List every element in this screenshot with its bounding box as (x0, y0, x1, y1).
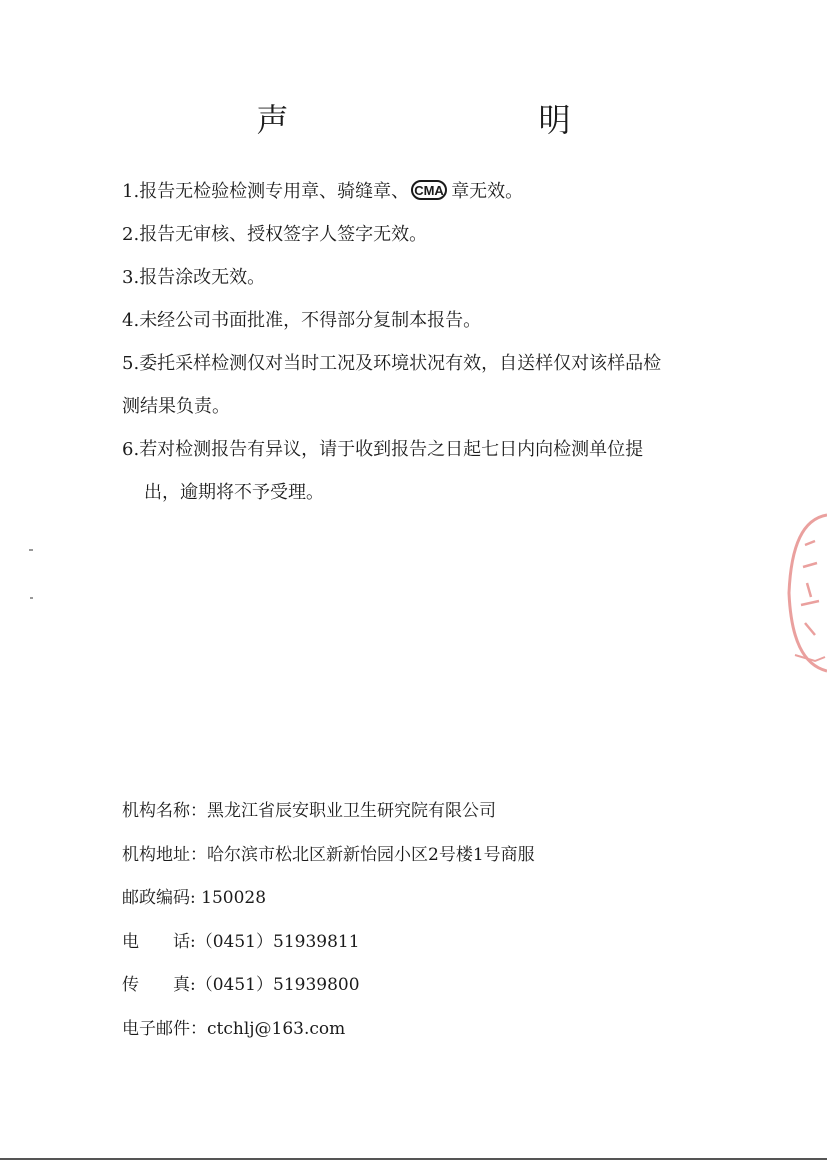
seal-stamp-edge (785, 505, 827, 680)
contact-info (122, 790, 722, 1051)
statement-item (122, 170, 712, 213)
phone-label: 电话: (122, 931, 196, 952)
statement-item (122, 213, 712, 256)
address-value: 哈尔滨市松北区新新怡园小区2号楼1号商服 (207, 844, 535, 865)
statement-text-continued: 出，逾期将不予受理。 (144, 482, 324, 503)
statement-item (122, 428, 712, 514)
statement-number: 6. (122, 439, 140, 460)
statement-text: 委托采样检测仅对当时工况及环境状况有效，自送样仅对该样品检 (139, 353, 662, 374)
statement-text-end: 章无效。 (451, 181, 524, 202)
statement-item (122, 256, 712, 299)
statement-number: 2. (122, 224, 140, 245)
phone-row (122, 921, 722, 965)
cma-mark-text: CMA (414, 183, 444, 198)
cma-mark-icon (411, 180, 447, 200)
statement-text: 报告无检验检测专用章、骑缝章、 (139, 181, 410, 202)
statement-number: 5. (122, 353, 140, 374)
fax-row (122, 964, 722, 1008)
email-row (122, 1008, 722, 1052)
phone-value: （0451）51939811 (195, 931, 360, 952)
fax-label: 传真: (122, 975, 196, 995)
org-name-label: 机构名称： (122, 801, 207, 821)
statement-text: 未经公司书面批准，不得部分复制本报告。 (139, 310, 482, 331)
statement-number: 4. (122, 310, 140, 331)
scan-specks (25, 545, 37, 605)
statement-text-continued: 测结果负责。 (122, 396, 230, 417)
page-title: 声 明 (256, 101, 633, 139)
org-name-value: 黑龙江省辰安职业卫生研究院有限公司 (207, 801, 496, 821)
statement-text: 报告无审核、授权签字人签字无效。 (139, 224, 428, 245)
statement-text: 报告涂改无效。 (139, 267, 266, 288)
email-label: 电子邮件： (122, 1018, 207, 1039)
org-name-row (122, 790, 722, 834)
statement-list (122, 170, 712, 514)
statement-number: 1. (122, 181, 140, 202)
fax-value: （0451）51939800 (195, 975, 360, 995)
address-row (122, 834, 722, 878)
postcode-value: 150028 (195, 888, 267, 908)
postcode-label: 邮政编码: (122, 888, 196, 908)
postcode-row (122, 877, 722, 921)
statement-item (122, 342, 712, 428)
statement-item (122, 299, 712, 342)
address-label: 机构地址： (122, 844, 207, 865)
statement-number: 3. (122, 267, 140, 288)
email-value: ctchlj@163.com (207, 1018, 346, 1039)
scan-bottom-edge (0, 1158, 827, 1160)
statement-text: 若对检测报告有异议，请于收到报告之日起七日内向检测单位提 (139, 439, 644, 460)
